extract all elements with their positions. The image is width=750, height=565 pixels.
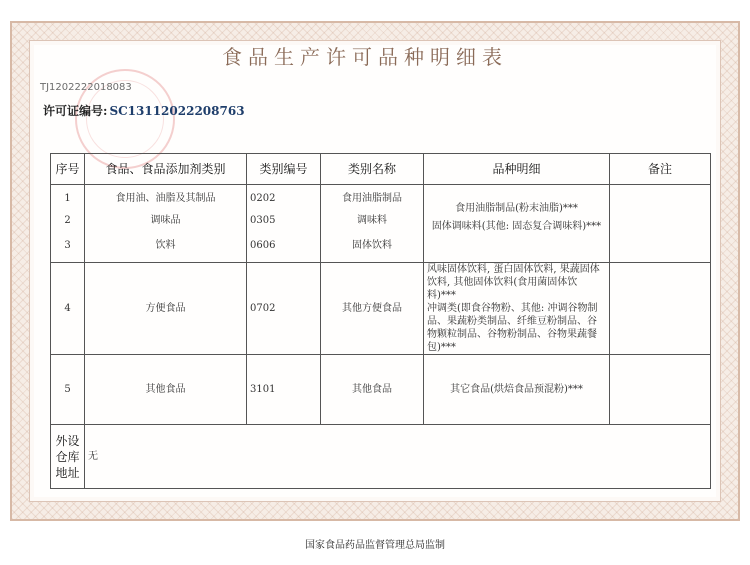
row-number-2: 2 <box>64 214 71 226</box>
table-header-row <box>51 154 711 185</box>
code-cell <box>247 185 321 263</box>
variety-table <box>50 153 711 489</box>
code-1: 0202 <box>250 192 276 204</box>
warehouse-row <box>51 425 711 489</box>
name-4: 其他方便食品 <box>321 263 424 355</box>
category-5: 其他食品 <box>85 355 247 425</box>
header-cell: 品种明细 <box>424 154 610 185</box>
license-number: SC13112022208763 <box>109 104 245 118</box>
table-row <box>51 355 711 425</box>
row-number-3: 3 <box>64 239 71 251</box>
code-3: 0606 <box>250 239 276 251</box>
warehouse-label: 外设仓库地址 <box>51 425 85 489</box>
header-cell: 类别编号 <box>247 154 321 185</box>
row-number-4: 4 <box>51 263 85 355</box>
detail-3: 风味固体饮料, 蛋白固体饮料, 果蔬固体饮料, 其他固体饮料(食用菌固体饮料)*** <box>427 264 600 301</box>
note-cell <box>610 355 711 425</box>
category-cell <box>85 185 247 263</box>
row-number <box>51 185 85 263</box>
detail-5: 其它食品(烘焙食品预混粉)*** <box>424 355 610 425</box>
document-title: 食品生产许可品种明细表 <box>222 45 508 69</box>
code-2: 0305 <box>250 214 276 226</box>
detail-cell <box>424 185 610 263</box>
detail-2: 固体调味料(其他: 固态复合调味料)*** <box>431 220 602 232</box>
document-number: TJ1202222018083 <box>40 82 132 93</box>
category-2: 调味品 <box>150 214 181 226</box>
license-label: 许可证编号: <box>43 104 108 118</box>
category-4: 方便食品 <box>85 263 247 355</box>
name-cell <box>321 185 424 263</box>
name-1: 食用油脂制品 <box>342 192 402 204</box>
footer-issuer: 国家食品药品监督管理总局监制 <box>305 540 445 551</box>
header-cell: 食品、食品添加剂类别 <box>85 154 247 185</box>
warehouse-value: 无 <box>85 425 711 489</box>
name-5: 其他食品 <box>321 355 424 425</box>
category-3: 饮料 <box>155 239 176 251</box>
license-line <box>43 102 245 119</box>
detail-cell <box>424 263 610 355</box>
row-number-1: 1 <box>64 192 71 204</box>
row-number-5: 5 <box>51 355 85 425</box>
table-row <box>51 263 711 355</box>
header-cell: 备注 <box>610 154 711 185</box>
name-2: 调味料 <box>357 214 387 226</box>
header-cell: 类别名称 <box>321 154 424 185</box>
name-3: 固体饮料 <box>352 239 392 251</box>
detail-4: 冲调类(即食谷物粉、其他: 冲调谷物制品、果蔬粉类制品、纤维豆粉制品、谷物颗粒制品、谷物粉制品、谷物果蔬餐包)*** <box>427 303 598 353</box>
header-cell: 序号 <box>51 154 85 185</box>
category-1: 食用油、油脂及其制品 <box>115 192 216 204</box>
detail-1: 食用油脂制品(粉末油脂)*** <box>455 202 578 214</box>
note-cell <box>610 263 711 355</box>
code-5: 3101 <box>247 355 321 425</box>
table-row <box>51 185 711 263</box>
code-4: 0702 <box>247 263 321 355</box>
note-cell <box>610 185 711 263</box>
